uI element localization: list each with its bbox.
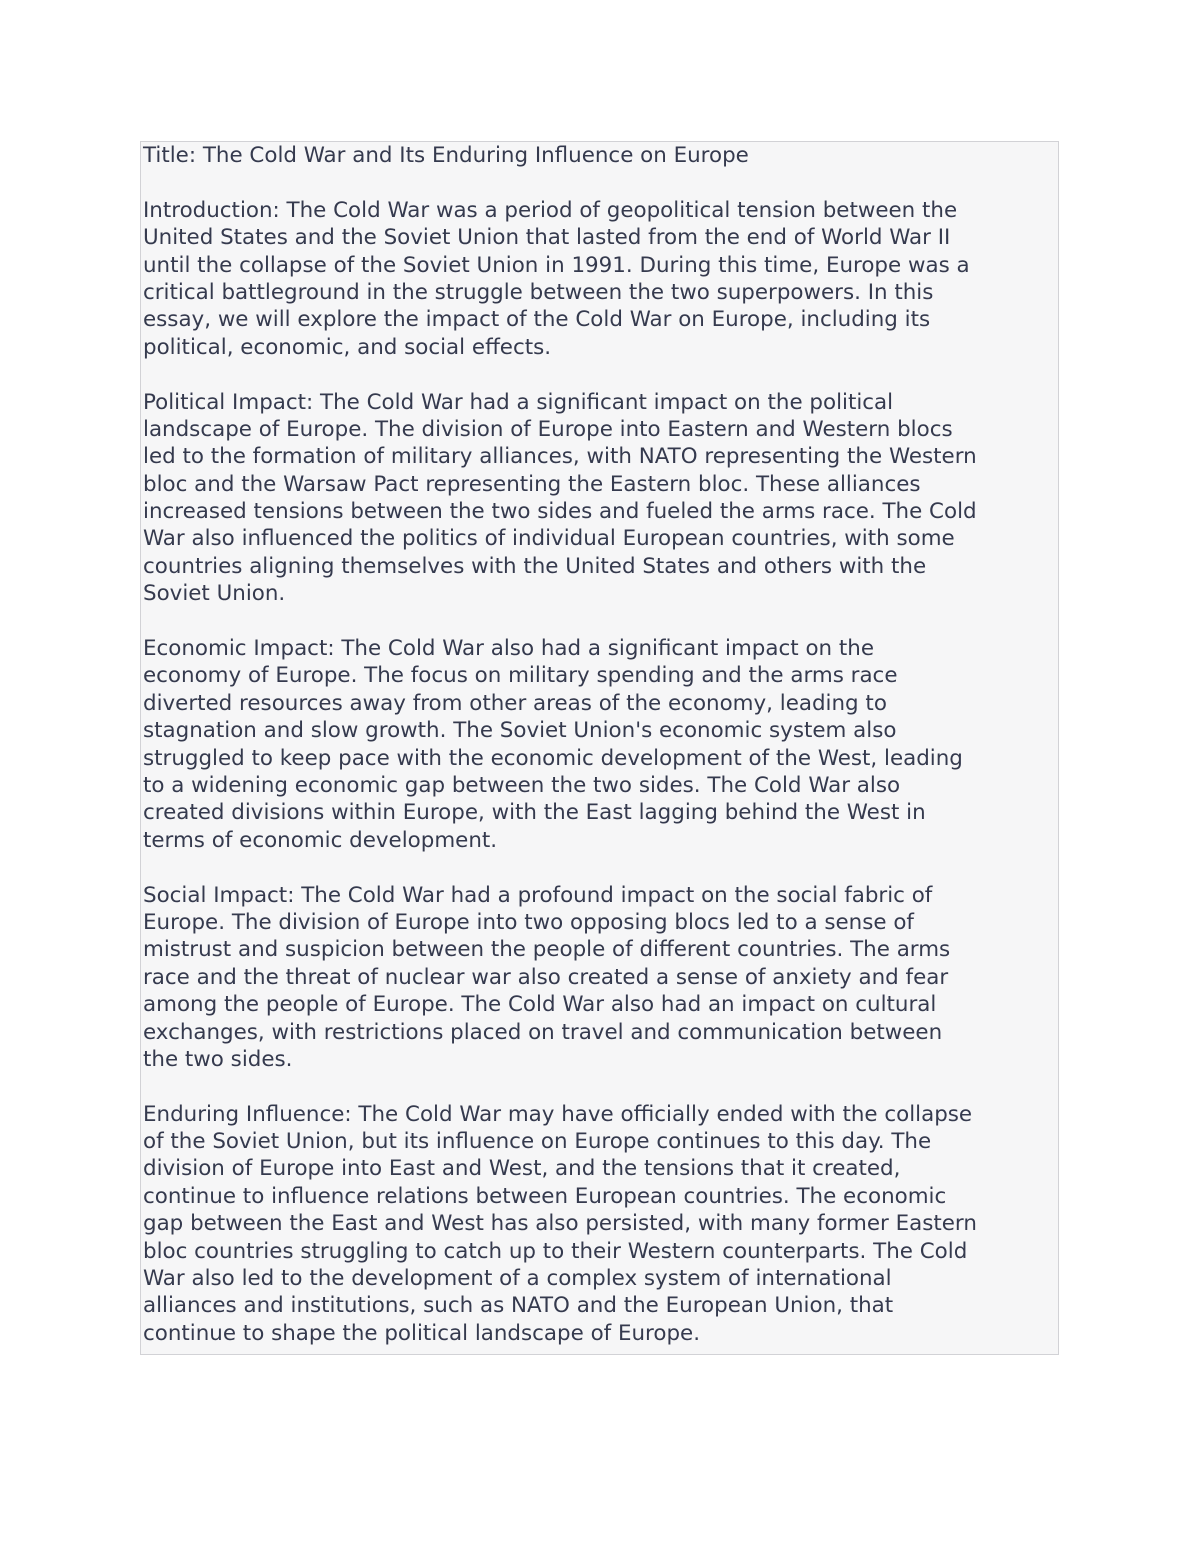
text-line: race and the threat of nuclear war also created a sense of anxiety and fear [143, 964, 949, 990]
paragraph-enduring-influence [143, 1101, 1058, 1348]
text-line: essay, we will explore the impact of the Cold War on Europe, including its [143, 307, 931, 333]
essay-text-box [140, 141, 1059, 1355]
text-line: Economic Impact: The Cold War also had a significant impact on the [143, 636, 874, 662]
paragraph-political-impact [143, 389, 1058, 608]
paragraph-gap [143, 1073, 1058, 1100]
text-line: Social Impact: The Cold War had a profound impact on the social fabric of [143, 882, 933, 908]
text-line: critical battleground in the struggle between the two superpowers. In this [143, 279, 934, 305]
text-line: Political Impact: The Cold War had a significant impact on the political [143, 389, 894, 415]
text-line: of the Soviet Union, but its influence on Europe continues to this day. The [143, 1129, 932, 1155]
text-line: Enduring Influence: The Cold War may have officially ended with the collapse [143, 1101, 973, 1127]
text-line: bloc countries struggling to catch up to their Western counterparts. The Cold [143, 1238, 968, 1264]
text-line: stagnation and slow growth. The Soviet Union's economic system also [143, 718, 897, 744]
text-line: until the collapse of the Soviet Union in 1991. During this time, Europe was a [143, 252, 970, 278]
text-line: landscape of Europe. The division of Europe into Eastern and Western blocs [143, 416, 953, 442]
text-line: Introduction: The Cold War was a period of geopolitical tension between the [143, 197, 958, 223]
text-line: exchanges, with restrictions placed on travel and communication between [143, 1019, 943, 1045]
text-line: created divisions within Europe, with the East lagging behind the West in [143, 800, 926, 826]
text-line: struggled to keep pace with the economic development of the West, leading [143, 745, 963, 771]
text-line: diverted resources away from other areas of the economy, leading to [143, 690, 887, 716]
text-line: terms of economic development. [143, 827, 498, 853]
text-line: countries aligning themselves with the United States and others with the [143, 553, 927, 579]
paragraph-gap [143, 361, 1058, 388]
text-line: economy of Europe. The focus on military spending and the arms race [143, 663, 898, 689]
text-line: Soviet Union. [143, 581, 286, 607]
paragraph-gap [143, 854, 1058, 881]
paragraph-gap [143, 169, 1058, 196]
text-line: to a widening economic gap between the two sides. The Cold War also [143, 772, 901, 798]
text-line: United States and the Soviet Union that lasted from the end of World War II [143, 225, 951, 251]
text-line: among the people of Europe. The Cold War also had an impact on cultural [143, 992, 937, 1018]
text-line: the two sides. [143, 1046, 293, 1072]
paragraph-introduction [143, 197, 1058, 361]
text-line: political, economic, and social effects. [143, 334, 552, 360]
paragraph-economic-impact [143, 635, 1058, 854]
text-line: War also led to the development of a complex system of international [143, 1266, 892, 1292]
text-line: continue to shape the political landscape of Europe. [143, 1320, 701, 1346]
text-line: bloc and the Warsaw Pact representing the Eastern bloc. These alliances [143, 471, 921, 497]
essay-title: Title: The Cold War and Its Enduring Influence on Europe [143, 143, 749, 168]
text-line: division of Europe into East and West, and the tensions that it created, [143, 1156, 901, 1182]
text-line: led to the formation of military alliances, with NATO representing the Western [143, 444, 977, 470]
paragraph-gap [143, 608, 1058, 635]
text-line: alliances and institutions, such as NATO and the European Union, that [143, 1293, 894, 1319]
text-line: Europe. The division of Europe into two opposing blocs led to a sense of [143, 909, 914, 935]
text-line: mistrust and suspicion between the people of different countries. The arms [143, 937, 951, 963]
paragraph-social-impact [143, 882, 1058, 1074]
text-line: War also influenced the politics of individual European countries, with some [143, 526, 955, 552]
text-line: gap between the East and West has also persisted, with many former Eastern [143, 1211, 977, 1237]
text-line: increased tensions between the two sides and fueled the arms race. The Cold [143, 499, 977, 525]
text-line: continue to influence relations between European countries. The economic [143, 1183, 947, 1209]
